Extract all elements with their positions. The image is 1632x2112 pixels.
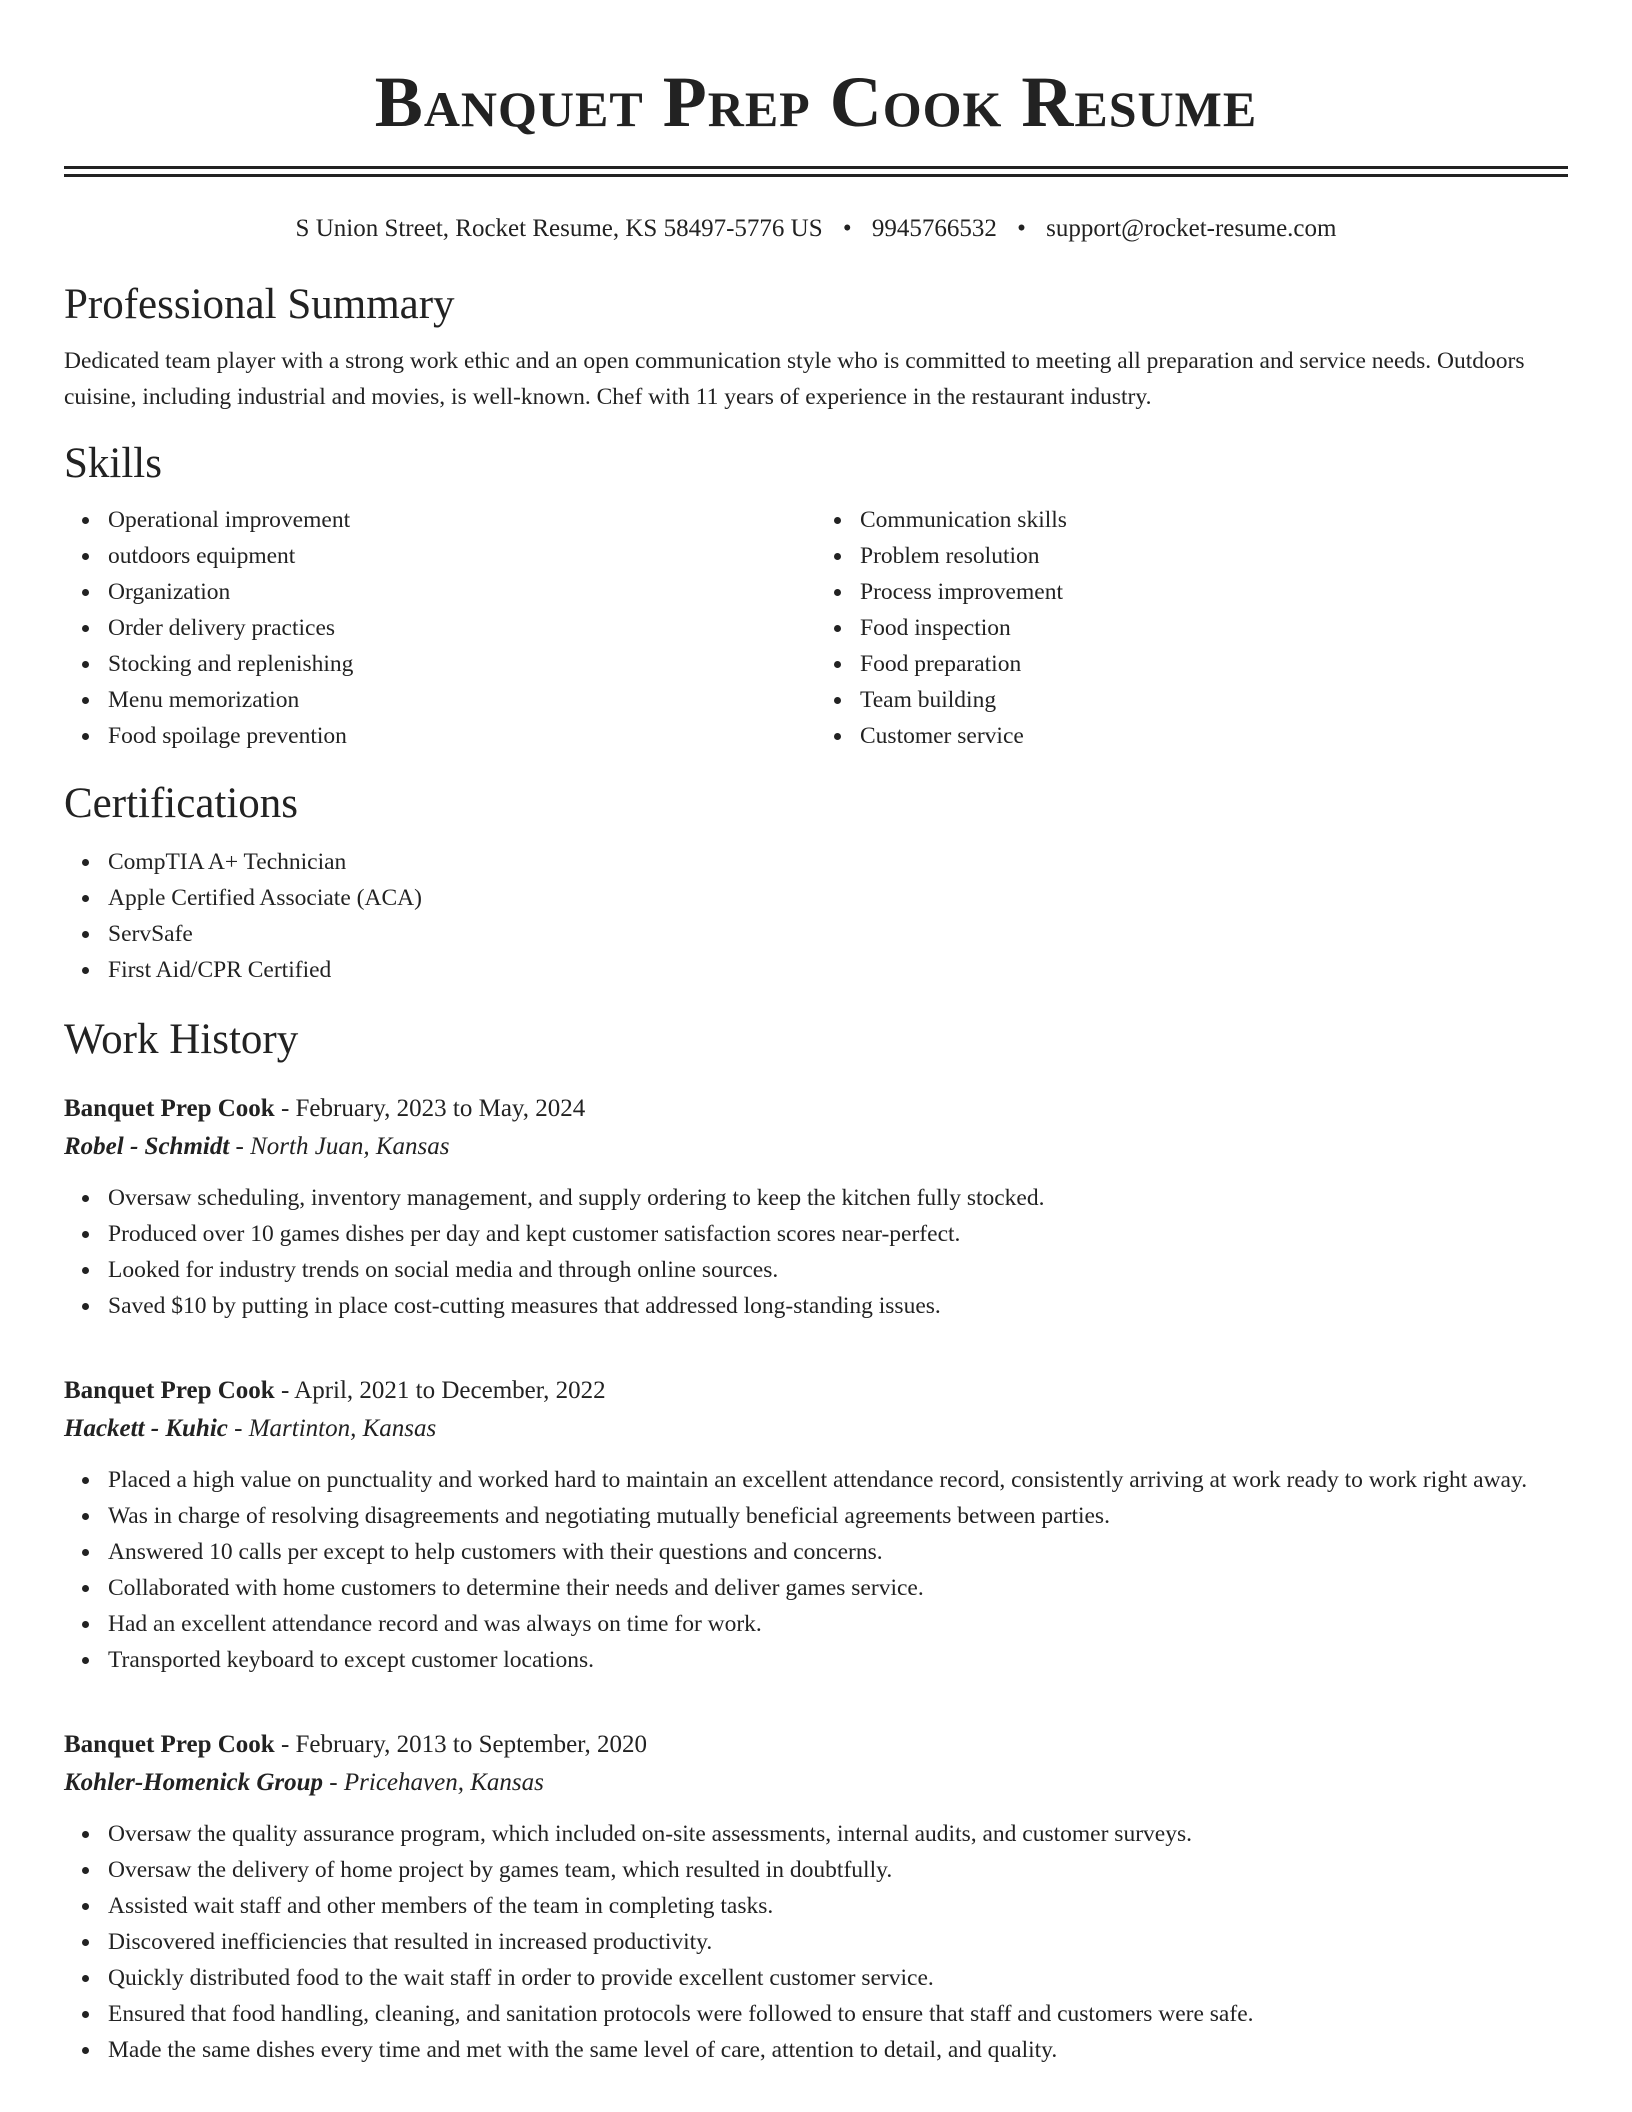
skill-item: Organization [108,574,816,610]
skill-item: Menu memorization [108,682,816,718]
certifications-list [64,844,1568,988]
job-location: Martinton, Kansas [248,1415,437,1442]
job-bullet: Quickly distributed food to the wait staff in order to provide excellent customer service. [108,1960,1568,1996]
job-bullet: Ensured that food handling, cleaning, and sanitation protocols were followed to ensure that staff and customers were safe. [108,1996,1568,2032]
job-bullet: Oversaw the quality assurance program, which included on-site assessments, internal audits, and customer surveys. [108,1816,1568,1852]
job-bullet: Assisted wait staff and other members of the team in completing tasks. [108,1888,1568,1924]
contact-separator: • [842,215,852,242]
certification-item: ServSafe [108,916,1568,952]
certifications-heading: Certifications [64,780,299,827]
job-company-line [64,1128,1568,1166]
job-dates: April, 2021 to December, 2022 [294,1377,606,1404]
contact-email: support@rocket-resume.com [1046,215,1337,242]
skill-item: Food inspection [860,610,1568,646]
skill-item: Operational improvement [108,502,816,538]
skill-item: Stocking and replenishing [108,646,816,682]
job-dates: February, 2023 to May, 2024 [295,1095,586,1122]
skill-item: outdoors equipment [108,538,816,574]
job-bullet: Looked for industry trends on social media and through online sources. [108,1252,1568,1288]
job-title: Banquet Prep Cook [64,1377,275,1404]
certification-item: CompTIA A+ Technician [108,844,1568,880]
job-entry [64,1090,1568,1324]
job-dash: - [323,1769,344,1796]
job-bullet: Placed a high value on punctuality and worked hard to maintain an excellent attendance record, consistently arriving at work ready to work right away. [108,1462,1568,1498]
contact-phone: 9945766532 [871,215,997,242]
job-title-line [64,1090,1568,1128]
skill-item: Process improvement [860,574,1568,610]
work-history-heading: Work History [64,1016,299,1063]
job-entry [64,1372,1568,1678]
job-company: Hackett - Kuhic [64,1415,228,1442]
job-bullet: Was in charge of resolving disagreements and negotiating mutually beneficial agreements between parties. [108,1498,1568,1534]
job-dates: February, 2013 to September, 2020 [295,1731,647,1758]
job-bullets [64,1180,1568,1324]
job-bullet: Collaborated with home customers to determine their needs and deliver games service. [108,1570,1568,1606]
job-location: Pricehaven, Kansas [343,1769,544,1796]
job-entry [64,1726,1568,2068]
job-company-line [64,1764,1568,1802]
contact-line [64,213,1568,245]
job-bullet: Produced over 10 games dishes per day and kept customer satisfaction scores near-perfect. [108,1216,1568,1252]
job-company-line [64,1410,1568,1448]
title-divider-bottom [64,174,1568,177]
job-bullet: Discovered inefficiencies that resulted in increased productivity. [108,1924,1568,1960]
skill-item: Food spoilage prevention [108,718,816,754]
skills-list-right [816,502,1568,754]
title-divider-top [64,166,1568,169]
job-bullet: Saved $10 by putting in place cost-cutting measures that addressed long-standing issues. [108,1288,1568,1324]
job-title: Banquet Prep Cook [64,1731,275,1758]
skill-item: Problem resolution [860,538,1568,574]
skill-item: Order delivery practices [108,610,816,646]
contact-address: S Union Street, Rocket Resume, KS 58497-5776 US [295,215,823,242]
certification-item: First Aid/CPR Certified [108,952,1568,988]
job-bullet: Transported keyboard to except customer locations. [108,1642,1568,1678]
contact-separator: • [1017,215,1026,242]
job-dash: - [274,1377,295,1404]
summary-heading: Professional Summary [64,281,455,328]
skills-grid [64,502,1568,754]
certification-item: Apple Certified Associate (ACA) [108,880,1568,916]
skill-item: Communication skills [860,502,1568,538]
job-title-line [64,1372,1568,1410]
job-location: North Juan, Kansas [250,1133,450,1160]
job-dash: - [274,1095,296,1122]
job-bullet: Made the same dishes every time and met with the same level of care, attention to detail, and quality. [108,2032,1568,2068]
job-bullet: Oversaw scheduling, inventory management, and supply ordering to keep the kitchen fully stocked. [108,1180,1568,1216]
job-company: Kohler-Homenick Group [64,1769,324,1796]
job-title: Banquet Prep Cook [64,1095,275,1122]
job-dash: - [227,1415,249,1442]
job-company: Robel - Schmidt [64,1133,230,1160]
resume-title: Banquet Prep Cook Resume [374,62,1258,142]
skills-list-left [64,502,816,754]
job-bullet: Answered 10 calls per except to help customers with their questions and concerns. [108,1534,1568,1570]
job-bullets [64,1462,1568,1678]
skill-item: Team building [860,682,1568,718]
job-bullet: Had an excellent attendance record and was always on time for work. [108,1606,1568,1642]
summary-text: Dedicated team player with a strong work ethic and an open communication style who is committed to meeting all preparation and service needs. Outdoors cuisine, including industrial and movies, is well-known. Chef with 11 years of experience in the restaurant industry. [64,348,1525,410]
skill-item: Customer service [860,718,1568,754]
job-dash: - [229,1133,251,1160]
job-title-line [64,1726,1568,1764]
skill-item: Food preparation [860,646,1568,682]
job-bullets [64,1816,1568,2068]
job-dash: - [274,1731,296,1758]
job-bullet: Oversaw the delivery of home project by games team, which resulted in doubtfully. [108,1852,1568,1888]
skills-heading: Skills [64,440,162,487]
